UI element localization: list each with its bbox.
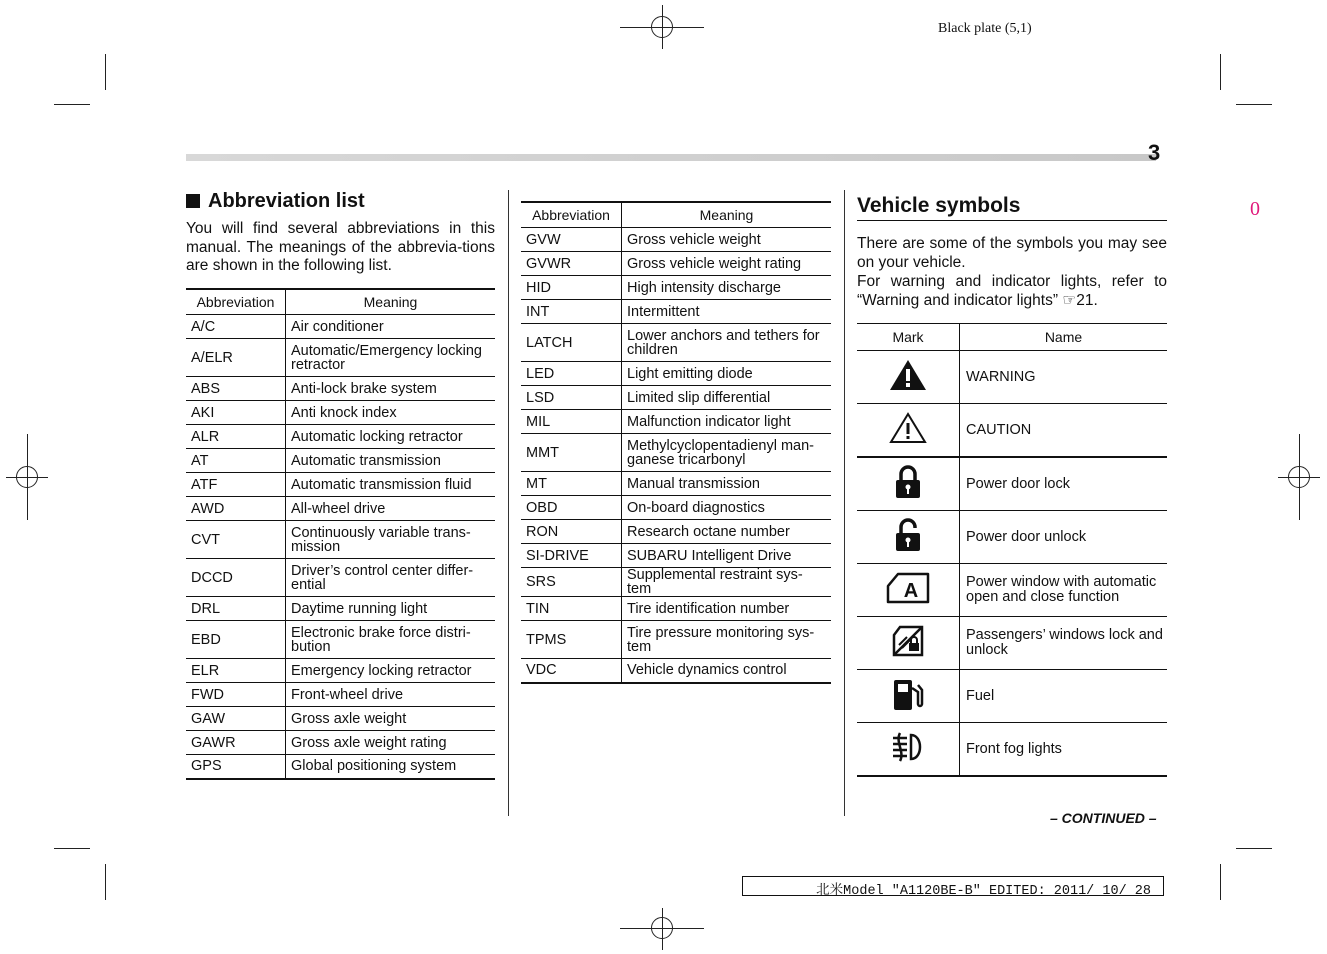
table-row xyxy=(521,410,831,434)
symbol-row xyxy=(857,404,1167,458)
crop-mark xyxy=(1220,864,1221,900)
column-header-abbreviation: Abbreviation xyxy=(186,289,286,315)
registration-mark-icon xyxy=(651,917,673,939)
table-row xyxy=(186,559,495,597)
table-row xyxy=(186,707,495,731)
intro-paragraph: There are some of the symbols you may see on your vehicle. xyxy=(857,235,1167,271)
intro-paragraph: For warning and indicator lights, refer to “Warning and indicator lights” ☞21. xyxy=(857,273,1167,309)
abbreviation-cell: GVWR xyxy=(521,252,622,276)
abbreviation-cell: VDC xyxy=(521,659,622,683)
meaning-cell: Electronic brake force distri-bution xyxy=(286,621,496,659)
crop-mark xyxy=(1220,54,1221,90)
symbol-name-cell: Passengers’ windows lock and unlock xyxy=(960,617,1168,670)
abbreviation-cell: ATF xyxy=(186,473,286,497)
meaning-cell: Methylcyclopentadienyl man-ganese tricarbonyl xyxy=(622,434,832,472)
mark-cell xyxy=(857,670,960,723)
symbol-name-cell: CAUTION xyxy=(960,404,1168,458)
abbreviation-cell: OBD xyxy=(521,496,622,520)
symbol-row xyxy=(857,457,1167,511)
table-row xyxy=(521,252,831,276)
abbreviation-cell: TPMS xyxy=(521,621,622,659)
abbreviation-cell: RON xyxy=(521,520,622,544)
table-row xyxy=(521,276,831,300)
meaning-cell: Continuously variable trans-mission xyxy=(286,521,496,559)
meaning-cell: Tire identification number xyxy=(622,597,832,621)
mark-cell xyxy=(857,617,960,670)
abbreviation-cell: SI-DRIVE xyxy=(521,544,622,568)
table-row xyxy=(186,731,495,755)
table-row xyxy=(186,659,495,683)
crop-mark xyxy=(54,104,90,105)
symbol-row xyxy=(857,564,1167,617)
meaning-cell: Tire pressure monitoring sys-tem xyxy=(622,621,832,659)
abbreviation-cell: AT xyxy=(186,449,286,473)
abbreviation-cell: FWD xyxy=(186,683,286,707)
abbreviation-cell: ELR xyxy=(186,659,286,683)
abbreviation-table-right xyxy=(521,201,831,684)
column-divider xyxy=(508,190,509,816)
abbreviation-cell: SRS xyxy=(521,568,622,597)
plate-label: Black plate (5,1) xyxy=(938,21,1032,36)
side-marker: 0 xyxy=(1250,198,1260,220)
meaning-cell: Vehicle dynamics control xyxy=(622,659,832,683)
unlock-icon xyxy=(892,517,924,557)
meaning-cell: Automatic transmission fluid xyxy=(286,473,496,497)
column-header-name: Name xyxy=(960,324,1168,351)
abbreviation-cell: MIL xyxy=(521,410,622,434)
meaning-cell: Automatic transmission xyxy=(286,449,496,473)
crop-mark xyxy=(105,54,106,90)
symbol-row xyxy=(857,511,1167,564)
svg-text:A: A xyxy=(903,580,919,602)
registration-mark-icon xyxy=(16,466,38,488)
meaning-cell: Supplemental restraint sys-tem xyxy=(622,568,832,597)
table-row xyxy=(521,568,831,597)
abbreviation-cell: EBD xyxy=(186,621,286,659)
table-row xyxy=(521,597,831,621)
abbreviation-cell: AKI xyxy=(186,401,286,425)
mark-cell xyxy=(857,511,960,564)
meaning-cell: Air conditioner xyxy=(286,315,496,339)
table-row xyxy=(186,521,495,559)
vehicle-symbols-table xyxy=(857,323,1167,777)
column-header-meaning: Meaning xyxy=(286,289,496,315)
table-row xyxy=(186,401,495,425)
continued-label: – CONTINUED – xyxy=(1050,810,1157,826)
abbreviation-cell: DCCD xyxy=(186,559,286,597)
abbreviation-cell: CVT xyxy=(186,521,286,559)
symbol-name-cell: Power door lock xyxy=(960,457,1168,511)
meaning-cell: High intensity discharge xyxy=(622,276,832,300)
table-row xyxy=(186,497,495,521)
mark-cell xyxy=(857,351,960,404)
table-row xyxy=(186,315,495,339)
abbreviation-cell: ALR xyxy=(186,425,286,449)
footer-edit-info: 北米Model "A1120BE-B" EDITED: 2011/ 10/ 28 xyxy=(742,876,1164,896)
meaning-cell: All-wheel drive xyxy=(286,497,496,521)
meaning-cell: Gross vehicle weight xyxy=(622,228,832,252)
abbreviation-cell: A/C xyxy=(186,315,286,339)
abbreviation-cell: AWD xyxy=(186,497,286,521)
abbreviation-cell: LATCH xyxy=(521,324,622,362)
table-row xyxy=(521,324,831,362)
meaning-cell: Gross vehicle weight rating xyxy=(622,252,832,276)
abbreviation-intro: You will find several abbreviations in this manual. The meanings of the abbrevia-tions are shown in the following list. xyxy=(186,220,495,274)
symbol-row xyxy=(857,351,1167,404)
column-divider xyxy=(844,190,845,816)
abbreviation-cell: DRL xyxy=(186,597,286,621)
table-row xyxy=(521,228,831,252)
section-title: Abbreviation list xyxy=(186,190,365,213)
symbol-name-cell: Fuel xyxy=(960,670,1168,723)
meaning-cell: Anti knock index xyxy=(286,401,496,425)
table-row xyxy=(186,755,495,779)
abbreviation-cell: LSD xyxy=(521,386,622,410)
table-row xyxy=(521,386,831,410)
registration-mark-icon xyxy=(651,16,673,38)
table-row xyxy=(186,683,495,707)
symbol-row xyxy=(857,670,1167,723)
table-row xyxy=(521,544,831,568)
meaning-cell: Gross axle weight rating xyxy=(286,731,496,755)
meaning-cell: Lower anchors and tethers for children xyxy=(622,324,832,362)
table-row xyxy=(521,520,831,544)
table-row xyxy=(521,621,831,659)
table-row xyxy=(186,597,495,621)
table-row xyxy=(186,621,495,659)
table-row xyxy=(521,659,831,683)
registration-mark-icon xyxy=(1288,466,1310,488)
crop-mark xyxy=(54,848,90,849)
column-header-abbreviation: Abbreviation xyxy=(521,202,622,228)
column-header-meaning: Meaning xyxy=(622,202,832,228)
meaning-cell: Automatic locking retractor xyxy=(286,425,496,449)
fog-light-icon xyxy=(889,732,927,766)
abbreviation-cell: GVW xyxy=(521,228,622,252)
table-row xyxy=(186,377,495,401)
symbol-name-cell: Front fog lights xyxy=(960,723,1168,777)
meaning-cell: Manual transmission xyxy=(622,472,832,496)
meaning-cell: Gross axle weight xyxy=(286,707,496,731)
column-header-mark: Mark xyxy=(857,324,960,351)
abbreviation-cell: GAW xyxy=(186,707,286,731)
bullet-square-icon xyxy=(186,194,200,208)
abbreviation-cell: ABS xyxy=(186,377,286,401)
abbreviation-cell: GPS xyxy=(186,755,286,779)
mark-cell xyxy=(857,457,960,511)
meaning-cell: Front-wheel drive xyxy=(286,683,496,707)
meaning-cell: Emergency locking retractor xyxy=(286,659,496,683)
warning-icon xyxy=(888,358,928,396)
header-bar xyxy=(186,154,1156,161)
meaning-cell: Anti-lock brake system xyxy=(286,377,496,401)
table-row xyxy=(186,473,495,497)
page-number: 3 xyxy=(1148,140,1161,165)
mark-cell xyxy=(857,723,960,777)
table-row xyxy=(521,496,831,520)
symbol-name-cell: WARNING xyxy=(960,351,1168,404)
symbol-name-cell: Power window with automatic open and close function xyxy=(960,564,1168,617)
abbreviation-cell: INT xyxy=(521,300,622,324)
meaning-cell: Automatic/Emergency locking retractor xyxy=(286,339,496,377)
symbol-name-cell: Power door unlock xyxy=(960,511,1168,564)
mark-cell xyxy=(857,404,960,458)
meaning-cell: Research octane number xyxy=(622,520,832,544)
meaning-cell: Malfunction indicator light xyxy=(622,410,832,434)
symbol-row xyxy=(857,617,1167,670)
meaning-cell: Daytime running light xyxy=(286,597,496,621)
crop-mark xyxy=(105,864,106,900)
table-row xyxy=(186,449,495,473)
abbreviation-table-left xyxy=(186,288,495,780)
symbol-row xyxy=(857,723,1167,777)
crop-mark xyxy=(1236,104,1272,105)
meaning-cell: Light emitting diode xyxy=(622,362,832,386)
section-title-vehicle-symbols: Vehicle symbols xyxy=(857,194,1167,221)
abbreviation-cell: GAWR xyxy=(186,731,286,755)
table-row xyxy=(521,472,831,496)
caution-icon xyxy=(888,411,928,449)
fuel-icon xyxy=(891,676,925,716)
abbreviation-cell: MT xyxy=(521,472,622,496)
crop-mark xyxy=(1236,848,1272,849)
meaning-cell: On-board diagnostics xyxy=(622,496,832,520)
abbreviation-cell: TIN xyxy=(521,597,622,621)
abbreviation-cell: HID xyxy=(521,276,622,300)
table-row xyxy=(521,434,831,472)
table-row xyxy=(521,362,831,386)
abbreviation-cell: MMT xyxy=(521,434,622,472)
meaning-cell: SUBARU Intelligent Drive xyxy=(622,544,832,568)
table-row xyxy=(186,425,495,449)
power-window-auto-icon xyxy=(884,571,932,609)
meaning-cell: Intermittent xyxy=(622,300,832,324)
meaning-cell: Global positioning system xyxy=(286,755,496,779)
lock-icon xyxy=(892,464,924,504)
window-lock-icon xyxy=(891,624,925,662)
abbreviation-cell: A/ELR xyxy=(186,339,286,377)
table-row xyxy=(521,300,831,324)
vehicle-symbols-intro xyxy=(857,234,1167,310)
abbreviation-cell: LED xyxy=(521,362,622,386)
mark-cell xyxy=(857,564,960,617)
meaning-cell: Driver’s control center differ-ential xyxy=(286,559,496,597)
meaning-cell: Limited slip differential xyxy=(622,386,832,410)
table-row xyxy=(186,339,495,377)
